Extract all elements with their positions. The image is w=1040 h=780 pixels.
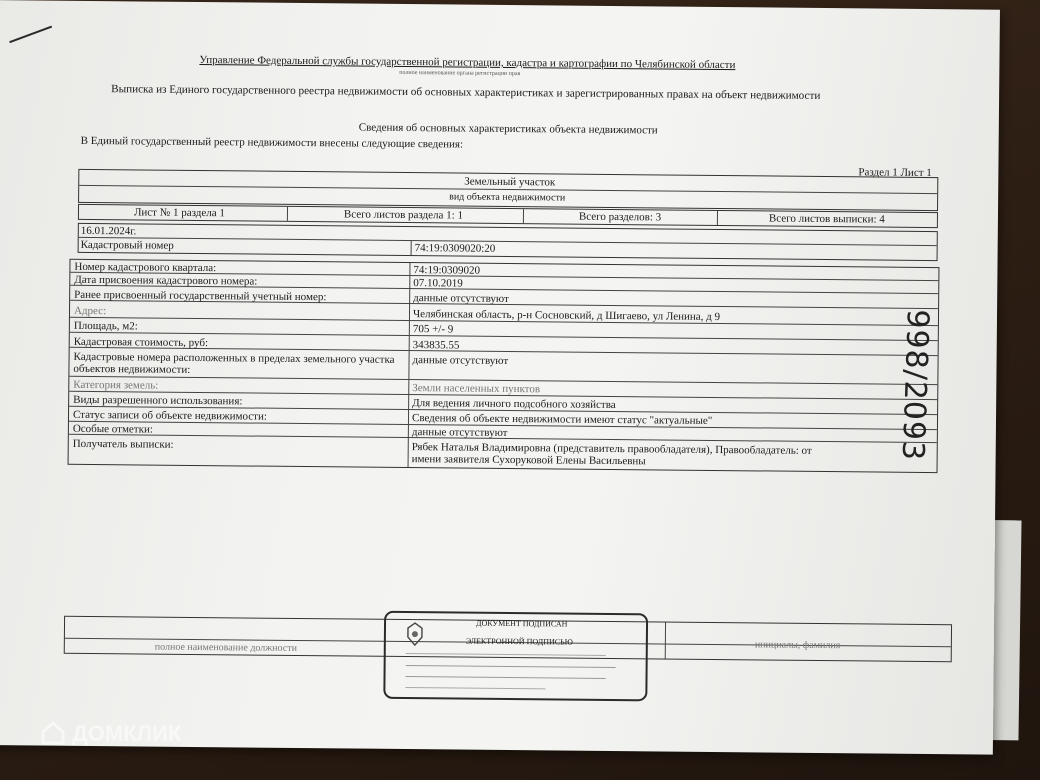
- house-logo-icon: [40, 720, 66, 746]
- detail-value-cost: 343835.55: [412, 339, 460, 352]
- agency-name: Управление Федеральной службы государственной регистрации, кадастра и картографии по Челябинской области: [199, 54, 736, 72]
- details-table: [68, 259, 940, 473]
- intro-text: В Единый государственный реестр недвижимости внесены следующие сведения:: [80, 134, 464, 151]
- detail-value-prev-number: данные отсутствуют: [413, 292, 509, 305]
- watermark-text: ДОМКЛИК: [72, 721, 182, 746]
- initials-caption: инициалы, фамилия: [754, 639, 841, 652]
- detail-label-contained-objects: Кадастровые номера расположенных в пределах земельного участка объектов недвижимости:: [73, 350, 395, 376]
- detail-value-permitted-use: Для ведения личного подсобного хозяйства: [412, 397, 616, 412]
- pen-mark: [8, 22, 58, 46]
- detail-label-assign-date: Дата присвоения кадастрового номера:: [74, 273, 258, 288]
- detail-label-land-category: Категория земель:: [73, 378, 159, 392]
- detail-value-contained-objects: данные отсутствуют: [412, 354, 509, 367]
- detail-label-area: Площадь, м2:: [73, 319, 138, 333]
- detail-value-assign-date: 07.10.2019: [413, 277, 463, 290]
- cadastral-number-block: [78, 223, 938, 261]
- stamp-signed-text: ДОКУМЕНТ ПОДПИСАН: [475, 618, 568, 629]
- detail-label-special-notes: Особые отметки:: [72, 422, 153, 436]
- detail-value-special-notes: данные отсутствуют: [411, 426, 508, 439]
- emblem-icon: [404, 621, 426, 647]
- sheet-number: Лист № 1 раздела 1: [133, 206, 225, 220]
- object-type: Земельный участок: [464, 175, 556, 189]
- handwritten-number: 998/2093: [894, 308, 935, 462]
- section-sheets-total: Всего листов раздела 1: 1: [343, 208, 464, 222]
- detail-label-prev-number: Ранее присвоенный государственный учетный номер:: [74, 288, 327, 304]
- section-title: Сведения об основных характеристиках объекта недвижимости: [358, 121, 658, 137]
- domclick-watermark: [40, 720, 181, 747]
- detail-value-address: Челябинская область, р-н Сосновский, д Шигаево, ул Ленина, д 9: [412, 308, 721, 324]
- electronic-signature-stamp: [383, 611, 648, 702]
- detail-label-permitted-use: Виды разрешенного использования:: [73, 393, 243, 408]
- detail-value-recipient: Рябек Наталья Владимировна (представитель правообладателя), Правообладатель: от имени заявителя Сухоруковой Елены Васильевны: [411, 441, 812, 468]
- detail-value-land-category: Земли населенных пунктов: [412, 382, 541, 396]
- detail-label-recipient: Получатель выписки:: [72, 437, 174, 451]
- object-type-caption: вид объекта недвижимости: [449, 191, 566, 204]
- position-caption: полное наименование должности: [154, 641, 298, 654]
- detail-value-quarter: 74:19:0309020: [413, 264, 481, 277]
- detail-value-record-status: Сведения об объекте недвижимости имеют статус "актуальные": [411, 412, 713, 427]
- cadastral-number-label: Кадастровый номер: [80, 238, 174, 252]
- extract-date: 16.01.2024г.: [80, 224, 137, 238]
- section-reference: Раздел 1 Лист 1: [858, 166, 932, 180]
- detail-label-address: Адрес:: [73, 304, 107, 318]
- detail-label-record-status: Статус записи об объекте недвижимости:: [72, 408, 268, 423]
- document-title: Выписка из Единого государственного реестра недвижимости об основных характеристиках и зарегистрированных правах на объект недвижимости: [111, 83, 821, 102]
- detail-label-cost: Кадастровая стоимость, руб:: [73, 335, 209, 350]
- agency-caption: полное наименование органа регистрации прав: [399, 69, 521, 78]
- sections-total: Всего разделов: 3: [578, 210, 662, 224]
- extract-sheets-total: Всего листов выписки: 4: [768, 212, 885, 226]
- cadastral-number-value: 74:19:0309020:20: [414, 242, 496, 255]
- detail-label-quarter: Номер кадастрового квартала:: [74, 260, 217, 275]
- detail-value-area: 705 +/- 9: [412, 323, 454, 336]
- stamp-esign-text: ЭЛЕКТРОННОЙ ПОДПИСЬЮ: [465, 636, 573, 647]
